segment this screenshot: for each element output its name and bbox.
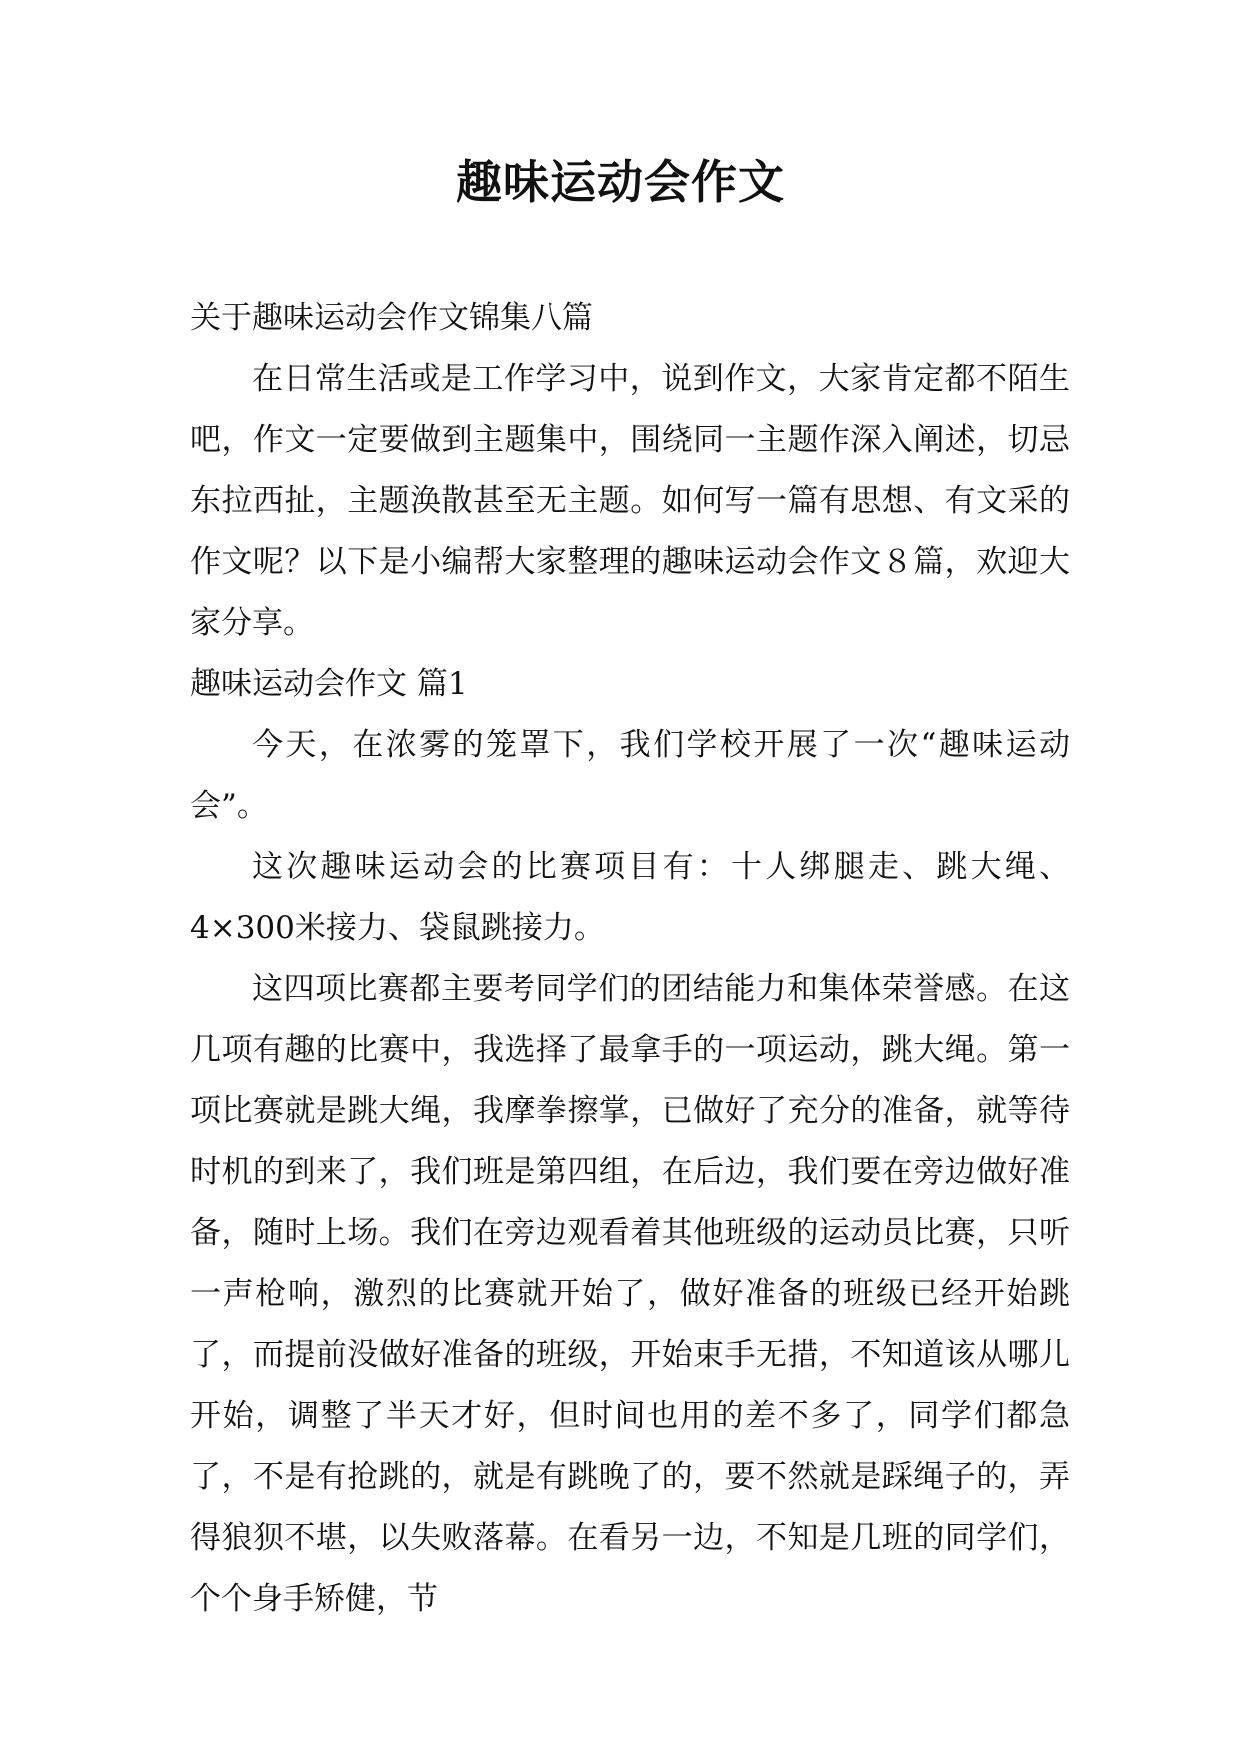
- document-subtitle: 关于趣味运动会作文锦集八篇: [190, 300, 593, 336]
- section-paragraph-2: 这次趣味运动会的比赛项目有：十人绑腿走、跳大绳、4×300米接力、袋鼠跳接力。: [190, 849, 1070, 946]
- intro-paragraph: 在日常生活或是工作学习中，说到作文，大家肯定都不陌生吧，作文一定要做到主题集中，围绕同一主题作深入阐述，切忌东拉西扯，主题涣散甚至无主题。如何写一篇有思想、有文采的作文呢？以下是小编帮大家整理的趣味运动会作文８篇，欢迎大家分享。: [190, 361, 1070, 641]
- document-title: 趣味运动会作文: [456, 155, 785, 209]
- document-body: [190, 288, 1070, 1630]
- section-paragraph-3: 这四项比赛都主要考同学们的团结能力和集体荣誉感。在这几项有趣的比赛中，我选择了最拿手的一项运动，跳大绳。第一项比赛就是跳大绳，我摩拳擦掌，已做好了充分的准备，就等待时机的到来了，我们班是第四组，在后边，我们要在旁边做好准备，随时上场。我们在旁边观看着其他班级的运动员比赛，只听一声枪响，激烈的比赛就开始了，做好准备的班级已经开始跳了，而提前没做好准备的班级，开始束手无措，不知道该从哪儿开始，调整了半天才好，但时间也用的差不多了，同学们都急了，不是有抢跳的，就是有跳晚了的，要不然就是踩绳子的，弄得狼狈不堪，以失败落幕。在看另一边，不知是几班的同学们，个个身手矫健，节: [190, 971, 1070, 1617]
- section-heading: 趣味运动会作文 篇1: [190, 666, 468, 702]
- section-paragraph-1: 今天，在浓雾的笼罩下，我们学校开展了一次“趣味运动会”。: [190, 727, 1070, 824]
